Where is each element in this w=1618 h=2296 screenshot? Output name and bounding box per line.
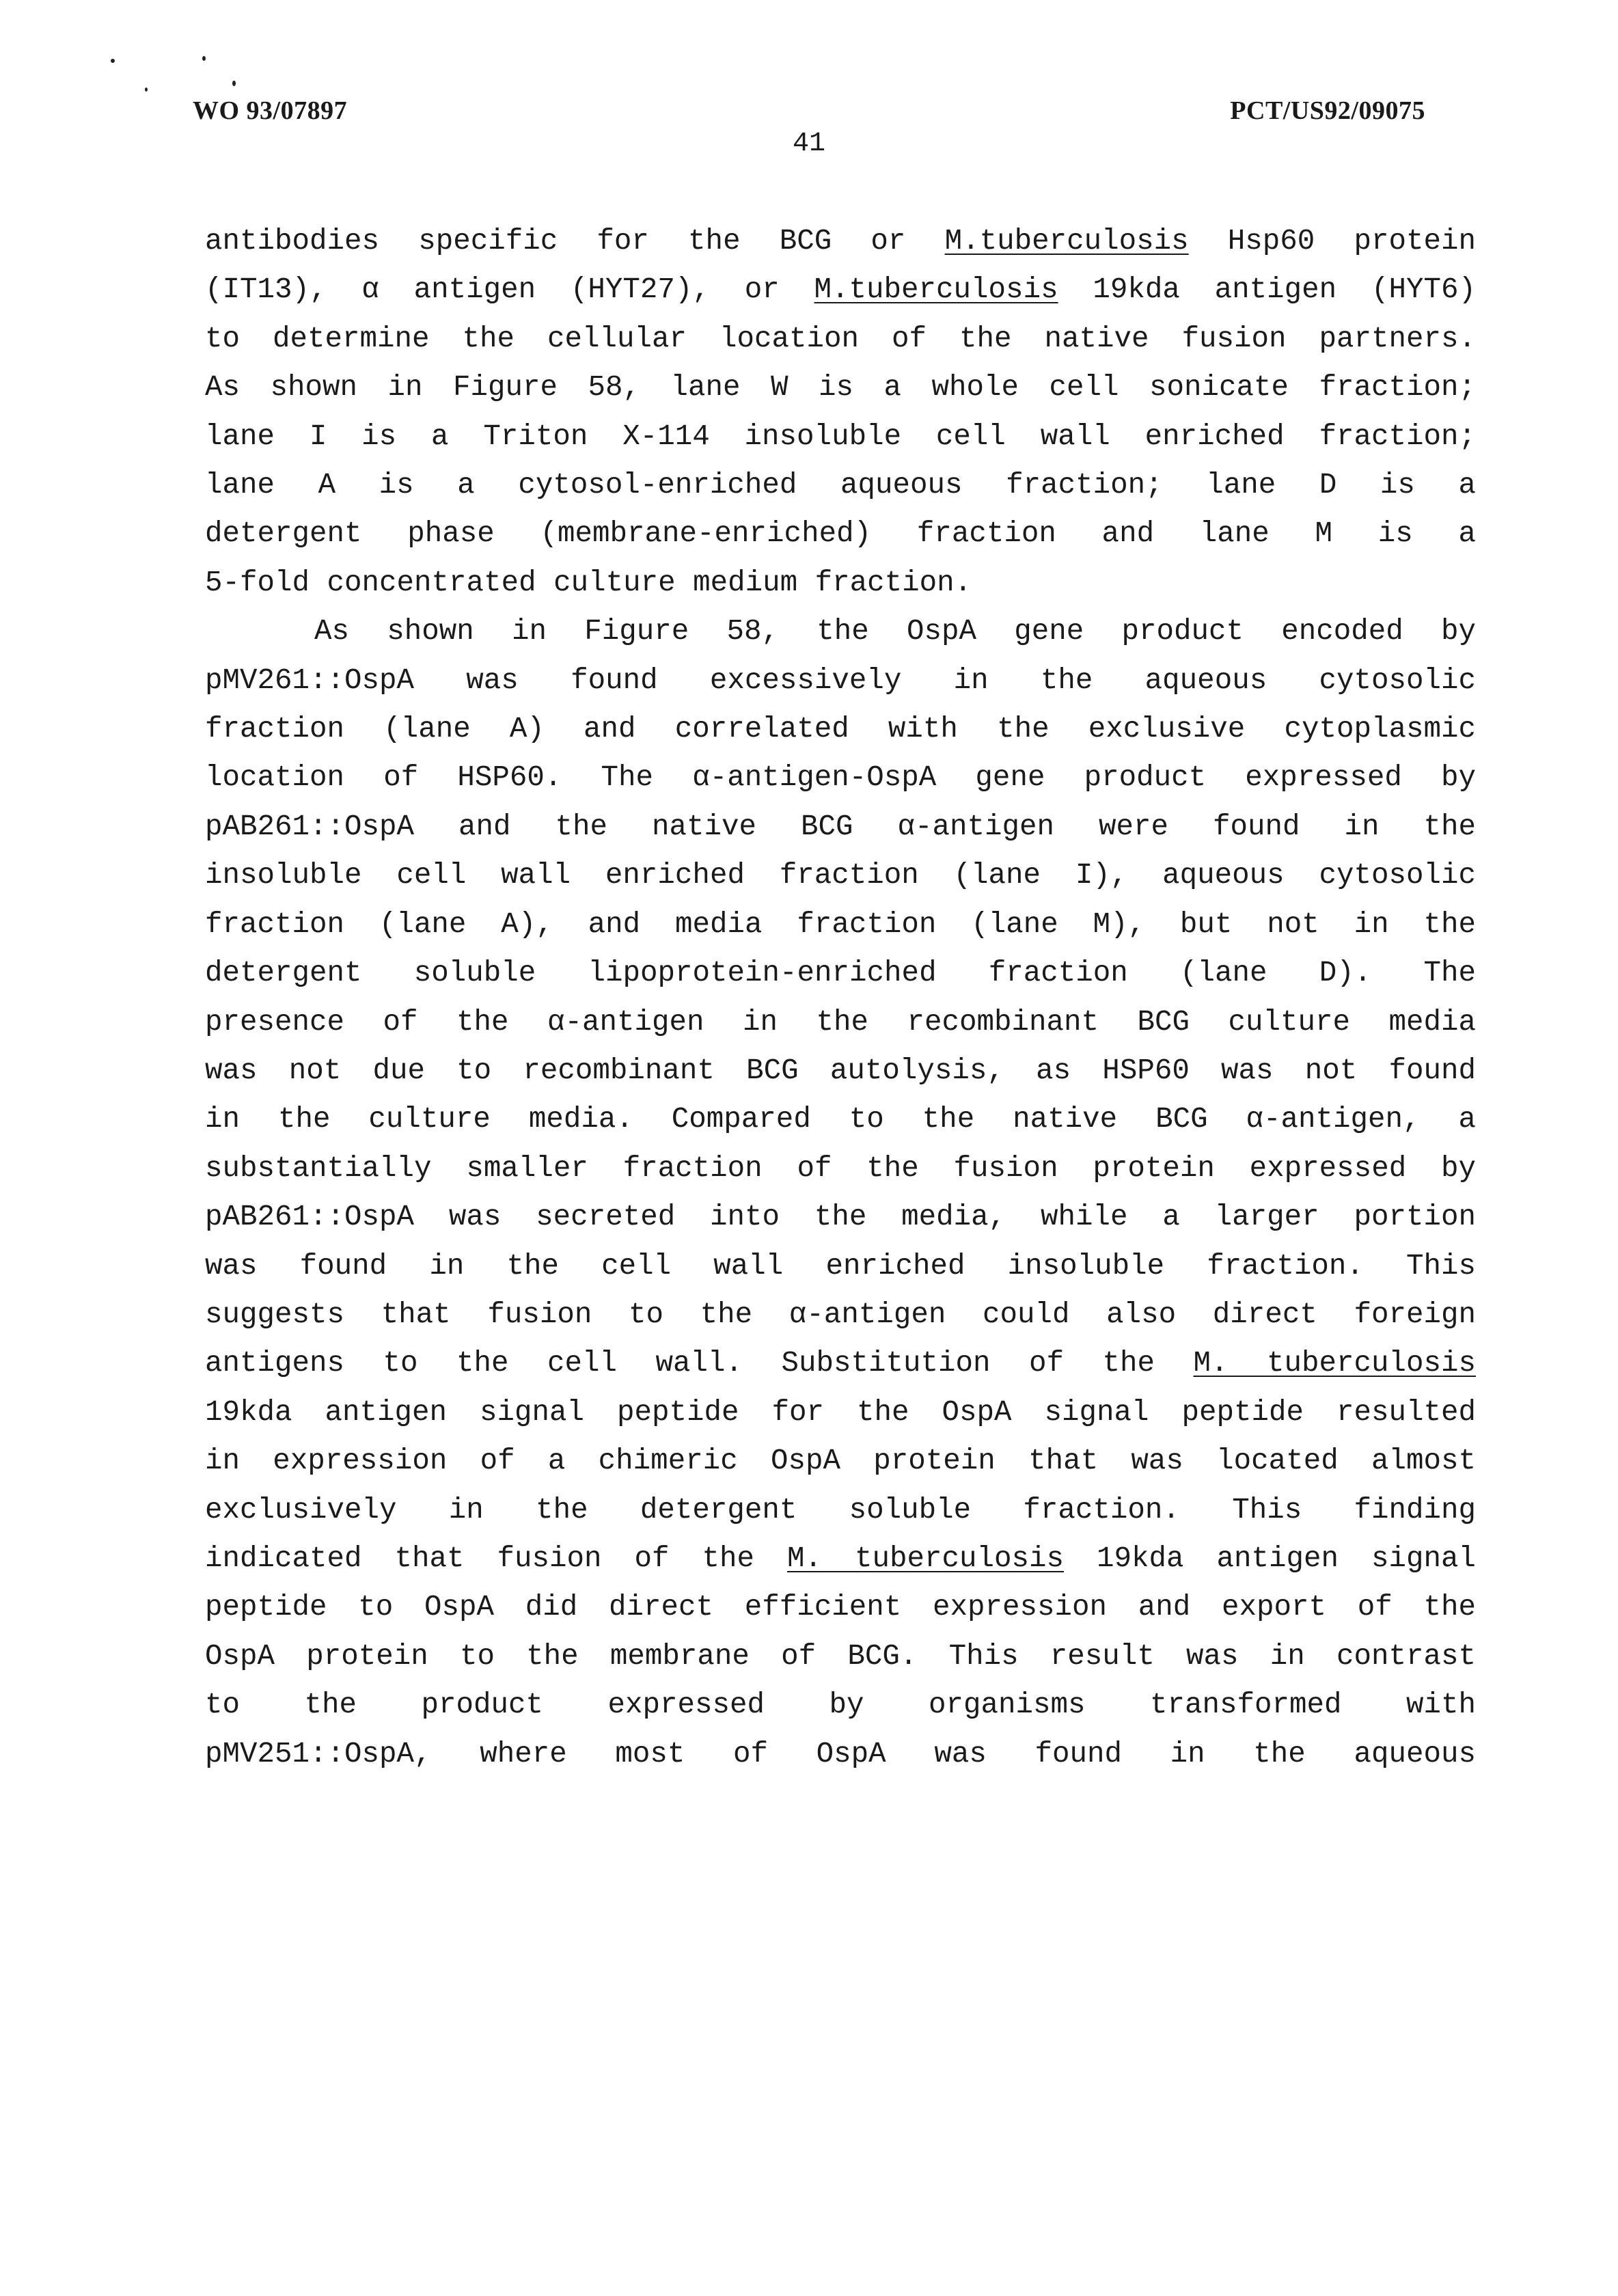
- text-line: [205, 1681, 1476, 1730]
- text-segment: As shown in Figure 58, lane W is a whole cell sonicate fraction;: [205, 371, 1476, 405]
- text-segment: pAB261::OspA was secreted into the media, while a larger portion: [205, 1201, 1476, 1234]
- text-line: [205, 998, 1476, 1047]
- text-segment: exclusively in the detergent soluble fraction. This finding: [205, 1493, 1476, 1527]
- scan-speck: [232, 81, 236, 86]
- text-segment: fraction (lane A), and media fraction (lane M), but not in the: [205, 907, 1476, 941]
- text-line: [205, 559, 1476, 607]
- text-segment: (IT13), α antigen (HYT27), or: [205, 273, 814, 307]
- text-segment: antigens to the cell wall. Substitution of the: [205, 1347, 1194, 1380]
- text-line: [205, 1486, 1476, 1535]
- scan-speck: [202, 56, 206, 61]
- text-line: [205, 315, 1476, 364]
- text-line: [205, 1339, 1476, 1388]
- text-segment: As shown in Figure 58, the OspA gene product encoded by: [314, 615, 1476, 648]
- text-segment: 5-fold concentrated culture medium fraction.: [205, 566, 972, 599]
- text-segment: in the culture media. Compared to the native BCG α-antigen, a: [205, 1103, 1476, 1136]
- text-segment: to the product expressed by organisms transformed with: [205, 1689, 1476, 1722]
- text-line: [205, 1389, 1476, 1437]
- scan-speck: [111, 59, 115, 63]
- text-segment: insoluble cell wall enriched fraction (lane I), aqueous cytosolic: [205, 859, 1476, 892]
- text-segment: presence of the α-antigen in the recombinant BCG culture media: [205, 1005, 1476, 1039]
- text-line: [205, 364, 1476, 412]
- text-line: [205, 705, 1476, 754]
- text-segment: was found in the cell wall enriched insoluble fraction. This: [205, 1249, 1476, 1283]
- text-line: [205, 461, 1476, 510]
- underlined-term: M. tuberculosis: [1193, 1347, 1477, 1380]
- text-line: [205, 1242, 1476, 1291]
- text-line: [205, 1632, 1476, 1681]
- text-line: [205, 510, 1476, 558]
- underlined-term: M.tuberculosis: [944, 225, 1189, 258]
- text-segment: detergent phase (membrane-enriched) fraction and lane M is a: [205, 517, 1476, 551]
- underlined-term: M.tuberculosis: [814, 273, 1058, 307]
- text-segment: pMV251::OspA, where most of OspA was found in the aqueous: [205, 1737, 1476, 1771]
- text-line: [205, 1095, 1476, 1144]
- page-number: 41: [792, 128, 825, 159]
- text-segment: substantially smaller fraction of the fusion protein expressed by: [205, 1151, 1476, 1185]
- text-line: [205, 803, 1476, 851]
- text-line: [205, 901, 1476, 949]
- text-line: [205, 1730, 1476, 1779]
- text-segment: Hsp60 protein: [1188, 225, 1476, 258]
- text-line: [205, 217, 1476, 266]
- text-line: [205, 1437, 1476, 1486]
- text-segment: lane A is a cytosol-enriched aqueous fraction; lane D is a: [205, 469, 1476, 502]
- text-segment: location of HSP60. The α-antigen-OspA gene product expressed by: [205, 761, 1476, 795]
- text-segment: suggests that fusion to the α-antigen could also direct foreign: [205, 1298, 1476, 1331]
- text-line: [205, 1145, 1476, 1193]
- text-line: [205, 1583, 1476, 1632]
- text-line: [205, 413, 1476, 461]
- application-number: PCT/US92/09075: [1230, 96, 1425, 125]
- text-segment: peptide to OspA did direct efficient expression and export of the: [205, 1591, 1476, 1624]
- text-segment: detergent soluble lipoprotein-enriched fraction (lane D). The: [205, 957, 1476, 990]
- text-segment: 19kda antigen signal peptide for the OspA signal peptide resulted: [205, 1395, 1476, 1429]
- scan-speck: [145, 87, 148, 92]
- publication-number: WO 93/07897: [193, 96, 348, 125]
- text-segment: pAB261::OspA and the native BCG α-antigen were found in the: [205, 810, 1476, 843]
- text-segment: in expression of a chimeric OspA protein that was located almost: [205, 1445, 1476, 1478]
- text-line: [205, 657, 1476, 705]
- text-line: [205, 1291, 1476, 1339]
- text-segment: OspA protein to the membrane of BCG. This result was in contrast: [205, 1639, 1476, 1673]
- text-segment: 19kda antigen (HYT6): [1058, 273, 1476, 307]
- text-segment: to determine the cellular location of the native fusion partners.: [205, 322, 1476, 355]
- text-segment: fraction (lane A) and correlated with the exclusive cytoplasmic: [205, 713, 1476, 746]
- text-line: [205, 607, 1476, 656]
- text-segment: antibodies specific for the BCG or: [205, 225, 945, 258]
- text-line: [205, 1193, 1476, 1242]
- text-segment: pMV261::OspA was found excessively in the aqueous cytosolic: [205, 664, 1476, 697]
- text-segment: lane I is a Triton X-114 insoluble cell wall enriched fraction;: [205, 420, 1476, 453]
- text-segment: was not due to recombinant BCG autolysis, as HSP60 was not found: [205, 1054, 1476, 1087]
- body-text: [205, 217, 1476, 1779]
- underlined-term: M. tuberculosis: [786, 1542, 1064, 1575]
- text-segment: indicated that fusion of the: [205, 1542, 787, 1575]
- text-segment: 19kda antigen signal: [1064, 1542, 1476, 1575]
- text-line: [205, 949, 1476, 998]
- text-line: [205, 1535, 1476, 1583]
- text-line: [205, 851, 1476, 900]
- text-line: [205, 754, 1476, 802]
- text-line: [205, 266, 1476, 314]
- text-line: [205, 1047, 1476, 1095]
